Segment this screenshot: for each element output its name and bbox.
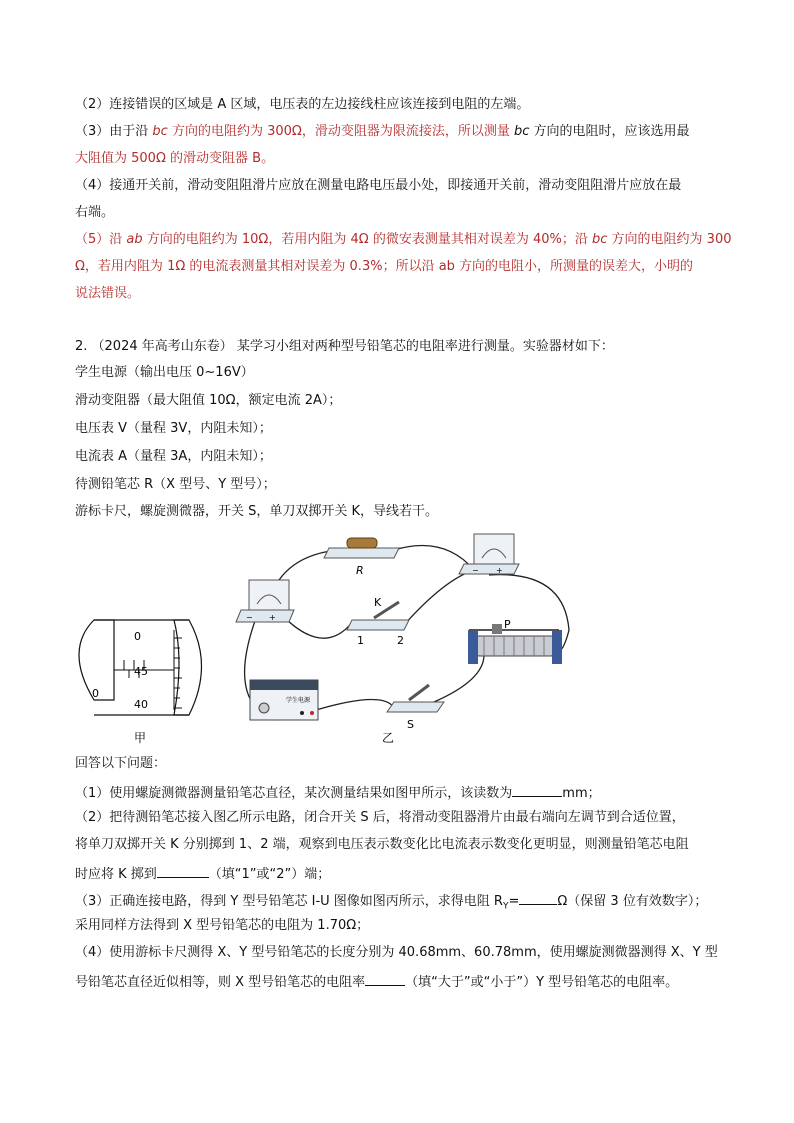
text: bc xyxy=(152,124,168,139)
text: 时应将 K 掷到 xyxy=(75,867,157,882)
part-4b xyxy=(75,971,678,992)
text: Ω（保留 3 位有效数字）； xyxy=(557,894,708,909)
terminal-label: − xyxy=(472,566,479,575)
question-title xyxy=(75,338,614,356)
psu-terminal xyxy=(300,711,304,715)
equipment-item xyxy=(75,476,276,494)
label-2: 2 xyxy=(397,634,404,647)
text: 采用同样方法得到 X 型号铅笔芯的电阻为 1.70Ω； xyxy=(75,918,370,933)
part-3 xyxy=(75,890,707,916)
terminal-label: − xyxy=(246,613,253,622)
rheostat-coil xyxy=(476,636,554,656)
text: （4）使用游标卡尺测得 X、Y 型号铅笔芯的长度分别为 40.68mm、60.78mm，使用螺旋测微器测得 X、Y 型 xyxy=(75,945,718,960)
answer-line-3 xyxy=(75,123,690,141)
text: 2. （2024 年高考山东卷） 某学习小组对两种型号铅笔芯的电阻率进行测量。实验器材如下： xyxy=(75,339,614,354)
text: （填“1”或“2”）端； xyxy=(208,867,331,882)
experiment-figure xyxy=(64,530,584,750)
switch-K xyxy=(347,596,409,647)
label-1: 1 xyxy=(357,634,364,647)
psu-terminal xyxy=(310,711,314,715)
psu-top xyxy=(250,680,318,690)
text: （4）接通开关前，滑动变阻阻滑片应放在测量电路电压最小处，即接通开关前，滑动变阻阻滑片应放在最 xyxy=(75,178,682,193)
equipment-item xyxy=(75,364,254,382)
rheostat xyxy=(468,618,562,664)
voltmeter-base xyxy=(236,610,294,622)
text: 号铅笔芯直径近似相等，则 X 型号铅笔芯的电阻率 xyxy=(75,975,366,990)
tick-label: 40 xyxy=(134,698,148,711)
part-2b xyxy=(75,836,689,854)
power-supply xyxy=(250,680,318,720)
answer-line-5 xyxy=(75,231,731,249)
text: 大阻值为 500Ω 的滑动变阻器 B。 xyxy=(75,151,275,166)
switch-K-base xyxy=(347,620,409,630)
text: （2）把待测铅笔芯接入图乙所示电路，闭合开关 S 后，将滑动变阻器滑片由最右端向左调节到合适位置， xyxy=(75,810,685,825)
answer-blank-4[interactable] xyxy=(365,971,405,986)
answer-line-3b xyxy=(75,150,274,168)
label-R: R xyxy=(356,564,364,577)
ammeter-base xyxy=(459,564,519,574)
equipment-item xyxy=(75,503,438,521)
text: （2）连接错误的区域是 A 区域，电压表的左边接线柱应该连接到电阻的左端。 xyxy=(75,97,530,112)
equipment-item xyxy=(75,420,272,438)
text: 回答以下问题： xyxy=(75,756,167,771)
terminal-label: + xyxy=(269,613,276,622)
text: 滑动变阻器（最大阻值 10Ω，额定电流 2A）； xyxy=(75,393,342,408)
answer-line-4 xyxy=(75,177,681,195)
text: = xyxy=(508,894,520,909)
text: （5）沿 xyxy=(75,232,127,247)
caption-yi: 乙 xyxy=(382,731,395,745)
text: bc xyxy=(513,124,530,139)
text: 电流表 A（量程 3A，内阻未知）； xyxy=(75,449,272,464)
micrometer-figure xyxy=(79,620,202,745)
text: （1）使用螺旋测微器测量铅笔芯直径，某次测量结果如图甲所示，该读数为 xyxy=(75,786,513,801)
part-1 xyxy=(75,782,601,803)
text: 右端。 xyxy=(75,205,115,220)
text: 待测铅笔芯 R（X 型号、Y 型号）； xyxy=(75,477,276,492)
label-S: S xyxy=(407,718,414,731)
wire xyxy=(404,570,474,625)
answer-line-2 xyxy=(75,96,529,114)
part-3b xyxy=(75,917,369,935)
voltmeter-V xyxy=(236,580,294,622)
part-4 xyxy=(75,944,718,962)
terminal-label: + xyxy=(496,566,503,575)
switch-S-base xyxy=(387,702,444,712)
psu-knob xyxy=(259,703,269,713)
sleeve-label: 0 xyxy=(92,687,99,700)
answer-blank-3[interactable] xyxy=(519,890,557,905)
text: 电压表 V（量程 3V，内阻未知）； xyxy=(75,421,272,436)
wire xyxy=(394,546,474,571)
caption-jia: 甲 xyxy=(134,731,147,745)
part-2 xyxy=(75,809,685,827)
switch-S-lever xyxy=(409,685,429,700)
subscript: Y xyxy=(502,901,509,912)
resistor-body xyxy=(347,538,377,548)
text: （3）由于沿 xyxy=(75,124,153,139)
equipment-item xyxy=(75,392,341,410)
answer-blank-1[interactable] xyxy=(512,782,562,797)
answer-line-5c xyxy=(75,285,140,303)
text: 方向的电阻时，应该选用最 xyxy=(529,124,690,139)
label-P: P xyxy=(504,618,511,631)
text: （3）正确连接电路，得到 Y 型号铅笔芯 I-U 图像如图丙所示，求得电阻 R xyxy=(75,894,503,909)
rheostat-slider xyxy=(492,624,502,634)
label-K: K xyxy=(374,596,382,609)
answer-blank-2[interactable] xyxy=(157,863,209,878)
text: 将单刀双掷开关 K 分别掷到 1、2 端，观察到电压表示数变化比电流表示数变化更明显，则测量铅笔芯电阻 xyxy=(75,837,689,852)
tick-label: 45 xyxy=(134,665,148,678)
text: Ω，若用内阻为 1Ω 的电流表测量其相对误差为 0.3%；所以沿 ab 方向的电阻小，所测量的误差大，小明的 xyxy=(75,259,694,274)
text: bc xyxy=(592,232,608,247)
text: ab xyxy=(126,232,143,247)
text: 学生电源（输出电压 0~16V） xyxy=(75,365,254,380)
rheostat-end xyxy=(552,630,562,664)
text: 方向的电阻约为 300Ω，滑动变阻器为限流接法，所以测量 xyxy=(167,124,514,139)
answer-line-5b xyxy=(75,258,693,276)
ammeter-A xyxy=(459,534,519,575)
text: 方向的电阻约为 300 xyxy=(607,232,732,247)
part-2c xyxy=(75,863,330,884)
tick-label: 0 xyxy=(134,630,141,643)
figure-svg xyxy=(64,530,584,750)
text: 说法错误。 xyxy=(75,286,141,301)
text: （填“大于”或“小于”）Y 型号铅笔芯的电阻率。 xyxy=(405,975,679,990)
rheostat-end xyxy=(468,630,478,664)
equipment-item xyxy=(75,448,272,466)
text: mm； xyxy=(562,786,601,801)
answer-line-4b xyxy=(75,204,114,222)
answer-intro xyxy=(75,755,166,773)
resistor-base xyxy=(324,548,399,558)
circuit-figure xyxy=(236,534,569,745)
text: 游标卡尺，螺旋测微器，开关 S，单刀双掷开关 K，导线若干。 xyxy=(75,504,439,519)
wire xyxy=(316,699,394,710)
psu-label: 学生电源 xyxy=(286,697,311,704)
switch-S xyxy=(387,685,444,731)
resistor-R xyxy=(324,538,399,577)
text: 方向的电阻约为 10Ω，若用内阻为 4Ω 的微安表测量其相对误差为 40%；沿 xyxy=(142,232,592,247)
